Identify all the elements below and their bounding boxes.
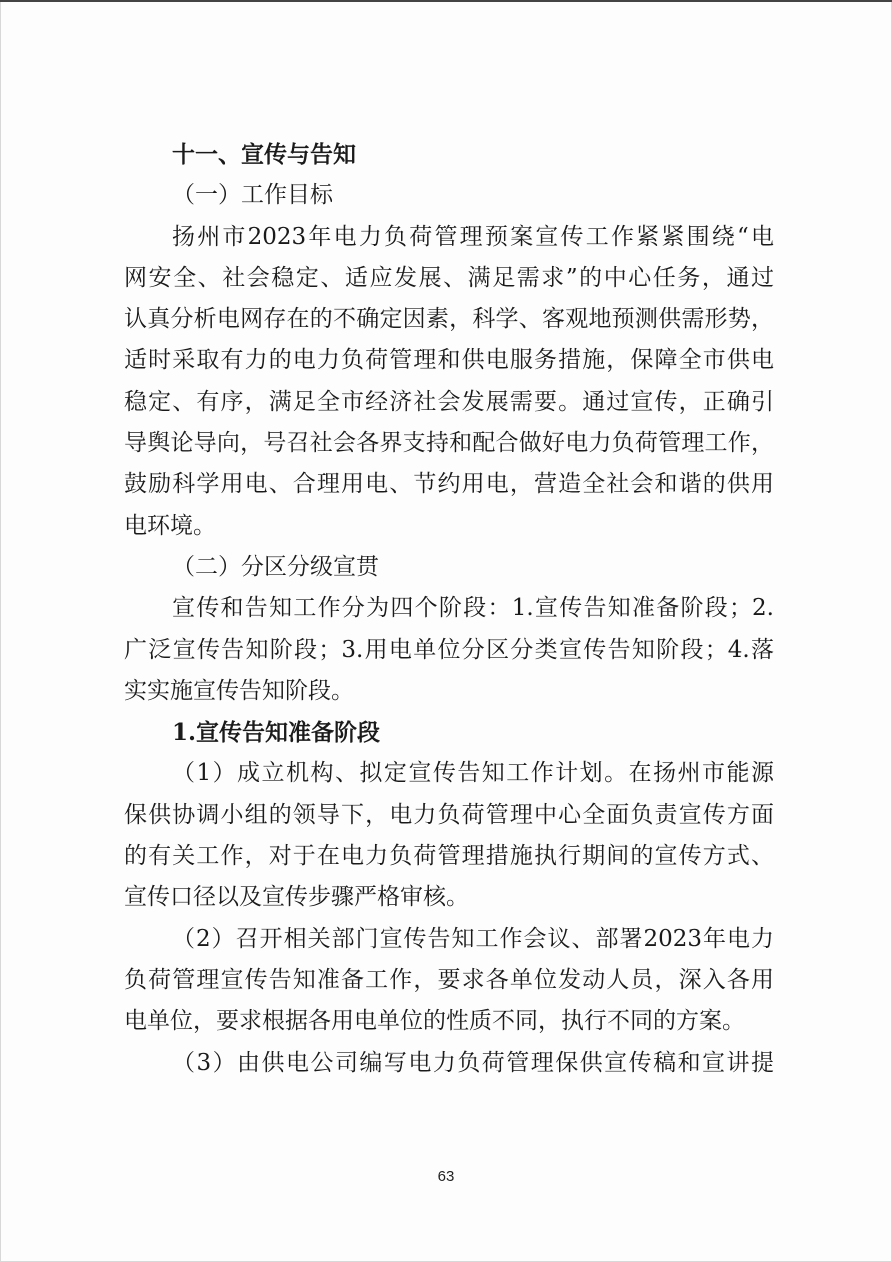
para1-line: 扬州市2023年电力负荷管理预案宣传工作紧紧围绕“电 <box>172 223 774 250</box>
para1-line: 认真分析电网存在的不确定因素，科学、客观地预测供需形势， <box>124 306 774 333</box>
item3 <box>124 1043 774 1084</box>
para1-line: 网安全、社会稳定、适应发展、满足需求”的中心任务，通过 <box>124 264 774 291</box>
para1-line: 适时采取有力的电力负荷管理和供电服务措施，保障全市供电 <box>124 347 774 374</box>
page-content <box>124 134 774 1084</box>
para1-line: 稳定、有序，满足全市经济社会发展需要。通过宣传，正确引 <box>124 388 774 415</box>
top-border <box>0 0 892 2</box>
item1-line: （1）成立机构、拟定宣传告知工作计划。在扬州市能源 <box>172 760 774 787</box>
sub2-heading: （二）分区分级宣贯 <box>172 553 379 580</box>
para2-line: 实实施宣传告知阶段。 <box>124 677 354 704</box>
page-number: 63 <box>437 1168 455 1185</box>
item3-line: （3）由供电公司编写电力负荷管理保供宣传稿和宣讲提 <box>172 1049 774 1076</box>
item2 <box>124 919 774 1043</box>
item1-line: 的有关工作，对于在电力负荷管理措施执行期间的宣传方式、 <box>124 843 774 870</box>
item1-line: 宣传口径以及宣传步骤严格审核。 <box>124 884 469 911</box>
item1-line: 保供协调小组的领导下，电力负荷管理中心全面负责宣传方面 <box>124 801 774 828</box>
para2 <box>124 588 774 712</box>
para2-line: 广泛宣传告知阶段；3.用电单位分区分类宣传告知阶段；4.落 <box>124 636 774 663</box>
para1-line: 鼓励科学用电、合理用电、节约用电，营造全社会和谐的供用 <box>124 471 774 498</box>
sub1-heading: （一）工作目标 <box>172 182 333 209</box>
stage1-heading: 1.宣传告知准备阶段 <box>172 719 381 747</box>
para1-line: 电环境。 <box>124 512 216 539</box>
item1 <box>124 753 774 918</box>
item2-line: 负荷管理宣传告知准备工作，要求各单位发动人员，深入各用 <box>124 966 774 993</box>
item2-line: 电单位，要求根据各用电单位的性质不同，执行不同的方案。 <box>124 1008 745 1035</box>
para1 <box>124 217 774 547</box>
para1-line: 导舆论导向，号召社会各界支持和配合做好电力负荷管理工作， <box>124 430 774 457</box>
item2-line: （2）召开相关部门宣传告知工作会议、部署2023年电力 <box>172 925 774 952</box>
para2-line: 宣传和告知工作分为四个阶段：1.宣传告知准备阶段；2. <box>172 595 774 622</box>
section-title: 十一、宣传与告知 <box>172 141 356 168</box>
